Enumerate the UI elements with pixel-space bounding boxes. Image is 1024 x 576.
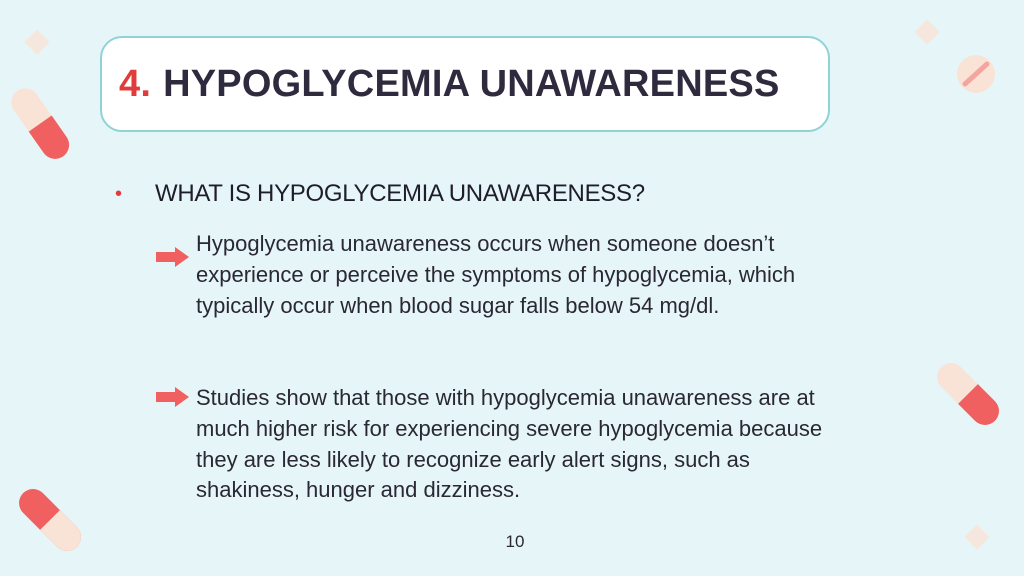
right-arrow-icon bbox=[150, 387, 196, 407]
title-text: HYPOGLYCEMIA UNAWARENESS bbox=[163, 62, 780, 105]
bullet-heading-row bbox=[115, 180, 645, 208]
section-heading: WHAT IS HYPOGLYCEMIA UNAWARENESS? bbox=[155, 180, 645, 207]
capsule-pill-icon bbox=[952, 50, 1000, 98]
page-number: 10 bbox=[505, 532, 525, 551]
capsule-pill-icon bbox=[926, 352, 1010, 436]
paragraph-text: Hypoglycemia unawareness occurs when someone doesn’t experience or perceive the symptoms of hypoglycemia, which typically occur when blood sugar falls below 54 mg/dl. bbox=[196, 231, 796, 318]
paragraph-block bbox=[150, 383, 830, 506]
title-box bbox=[100, 36, 830, 132]
page-title bbox=[119, 63, 780, 106]
title-number: 4. bbox=[119, 62, 152, 105]
capsule-pill-icon bbox=[6, 78, 76, 168]
diamond-shape-bottom-right bbox=[964, 524, 989, 549]
right-arrow-icon bbox=[150, 247, 196, 267]
bullet-symbol: • bbox=[115, 182, 123, 205]
paragraph-block bbox=[150, 229, 830, 321]
diamond-shape-top-right bbox=[914, 19, 939, 44]
paragraph-text: Studies show that those with hypoglycemia unawareness are at much higher risk for experiencing severe hypoglycemia because they are less likely to recognize early alert signs, such as shakiness, hunger and dizziness. bbox=[196, 385, 823, 503]
diamond-shape-top-left bbox=[24, 29, 49, 54]
capsule-pill-icon bbox=[10, 478, 90, 562]
